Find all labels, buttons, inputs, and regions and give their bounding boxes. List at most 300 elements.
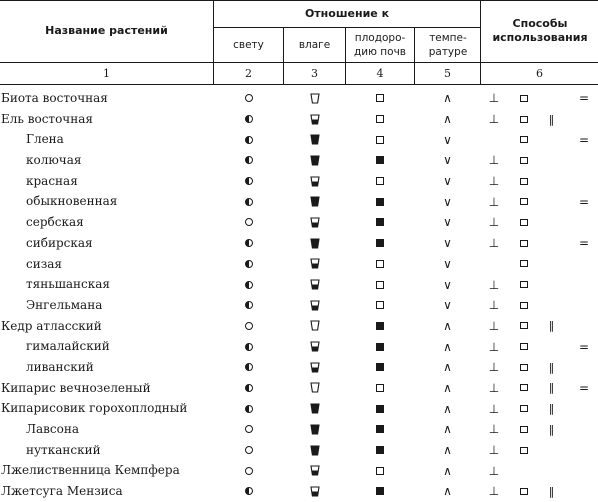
table-row (0, 129, 598, 150)
moisture-cell (284, 109, 345, 130)
small-square-icon (518, 295, 530, 316)
fertility-cell (346, 212, 414, 233)
perpendicular-icon (488, 398, 500, 419)
caret-down-icon: ∨ (443, 215, 452, 230)
glass-icon (310, 424, 320, 435)
glass-icon (310, 217, 320, 228)
moisture-cell (284, 233, 345, 254)
table-row (0, 295, 598, 316)
equals-icon (578, 88, 590, 109)
light-cell (214, 398, 283, 419)
small-square-glyph (520, 281, 528, 288)
filled-square-icon (376, 156, 384, 164)
temperature-cell (415, 398, 480, 419)
square-icon (376, 94, 384, 102)
table-row (0, 254, 598, 275)
small-square-glyph (520, 384, 528, 391)
table-body (0, 88, 598, 502)
plant-name: красная (26, 173, 78, 188)
caret-up-icon: ∧ (443, 443, 452, 458)
temperature-cell (415, 171, 480, 192)
table-row (0, 191, 598, 212)
col-number-2: 2 (245, 67, 252, 80)
glass-icon (310, 300, 320, 311)
glass-icon (310, 114, 320, 125)
half-circle-icon (245, 343, 253, 351)
temperature-cell (415, 419, 480, 440)
perpendicular-icon (488, 191, 500, 212)
caret-up-icon: ∧ (443, 339, 452, 354)
perpendicular-icon (488, 274, 500, 295)
square-icon (376, 467, 384, 475)
double-bar-glyph: ‖ (548, 381, 556, 395)
filled-square-icon (376, 405, 384, 413)
perpendicular-icon (488, 316, 500, 337)
plant-name: сизая (26, 256, 62, 271)
perpendicular-glyph: ⊥ (488, 112, 500, 127)
light-cell (214, 129, 283, 150)
temperature-cell (415, 460, 480, 481)
light-cell (214, 191, 283, 212)
fertility-cell (346, 233, 414, 254)
fertility-cell (346, 150, 414, 171)
perpendicular-glyph: ⊥ (488, 463, 500, 478)
plant-name: Энгельмана (26, 297, 103, 312)
light-cell (214, 481, 283, 502)
header-fertility: плодоро-дию почв (354, 32, 406, 58)
temperature-cell (415, 440, 480, 461)
filled-square-icon (376, 239, 384, 247)
double-bar-icon (546, 357, 558, 378)
table-row (0, 440, 598, 461)
glass-icon (310, 403, 320, 414)
double-bar-icon (546, 109, 558, 130)
half-circle-icon (245, 136, 253, 144)
temperature-cell (415, 357, 480, 378)
light-cell (214, 357, 283, 378)
equals-icon (578, 191, 590, 212)
square-icon (376, 115, 384, 123)
small-square-glyph (520, 488, 528, 495)
small-square-icon (518, 88, 530, 109)
filled-square-icon (376, 343, 384, 351)
small-square-icon (518, 440, 530, 461)
header-moisture: влаге (298, 39, 331, 51)
light-cell (214, 378, 283, 399)
half-circle-icon (245, 363, 253, 371)
small-square-icon (518, 191, 530, 212)
plant-name: Ель восточная (1, 111, 93, 126)
perpendicular-glyph: ⊥ (488, 174, 500, 189)
temperature-cell (415, 295, 480, 316)
plant-name: тяньшанская (26, 277, 110, 292)
square-icon (376, 301, 384, 309)
moisture-cell (284, 129, 345, 150)
perpendicular-glyph: ⊥ (488, 153, 500, 168)
small-square-glyph (520, 240, 528, 247)
perpendicular-glyph: ⊥ (488, 215, 500, 230)
temperature-cell (415, 336, 480, 357)
fertility-cell (346, 481, 414, 502)
glass-icon (310, 134, 320, 145)
half-circle-icon (245, 177, 253, 185)
caret-up-icon: ∧ (443, 380, 452, 395)
table-row (0, 109, 598, 130)
square-icon (376, 260, 384, 268)
caret-up-icon: ∧ (443, 422, 452, 437)
equals-glyph: = (578, 194, 590, 209)
equals-icon (578, 129, 590, 150)
light-cell (214, 88, 283, 109)
temperature-cell (415, 316, 480, 337)
fertility-cell (346, 129, 414, 150)
glass-icon (310, 258, 320, 269)
small-square-glyph (520, 426, 528, 433)
square-icon (376, 177, 384, 185)
plant-name: Кипарис вечнозеленый (1, 380, 151, 395)
small-square-glyph (520, 95, 528, 102)
plant-name: Кипарисовик горохоплодный (1, 401, 188, 416)
equals-glyph: = (578, 91, 590, 106)
temperature-cell (415, 129, 480, 150)
col-number-5: 5 (444, 67, 451, 80)
perpendicular-glyph: ⊥ (488, 194, 500, 209)
header-temperature: темпе-ратуре (428, 32, 468, 58)
equals-icon (578, 336, 590, 357)
moisture-cell (284, 254, 345, 275)
plant-name: гималайский (26, 339, 110, 354)
small-square-icon (518, 233, 530, 254)
perpendicular-icon (488, 419, 500, 440)
glass-icon (310, 362, 320, 373)
small-square-glyph (520, 219, 528, 226)
moisture-cell (284, 419, 345, 440)
moisture-cell (284, 481, 345, 502)
fertility-cell (346, 316, 414, 337)
plant-name: Лавсона (26, 422, 80, 436)
circle-icon (245, 467, 253, 475)
moisture-cell (284, 316, 345, 337)
moisture-cell (284, 150, 345, 171)
moisture-cell (284, 378, 345, 399)
small-square-glyph (520, 136, 528, 143)
perpendicular-glyph: ⊥ (488, 443, 500, 458)
col-number-1: 1 (103, 67, 110, 80)
table-row (0, 336, 598, 357)
perpendicular-icon (488, 150, 500, 171)
table-row (0, 378, 598, 399)
small-square-glyph (520, 157, 528, 164)
half-circle-icon (245, 156, 253, 164)
perpendicular-icon (488, 440, 500, 461)
double-bar-glyph: ‖ (548, 402, 556, 416)
equals-glyph: = (578, 132, 590, 147)
caret-down-icon: ∨ (443, 236, 452, 251)
half-circle-icon (245, 405, 253, 413)
plant-name: колючая (26, 153, 82, 168)
filled-square-icon (376, 446, 384, 454)
perpendicular-icon (488, 212, 500, 233)
caret-up-icon: ∧ (443, 112, 452, 127)
perpendicular-icon (488, 378, 500, 399)
equals-glyph: = (578, 236, 590, 251)
filled-square-icon (376, 218, 384, 226)
small-square-glyph (520, 447, 528, 454)
light-cell (214, 150, 283, 171)
perpendicular-glyph: ⊥ (488, 484, 500, 499)
perpendicular-icon (488, 109, 500, 130)
fertility-cell (346, 460, 414, 481)
filled-square-icon (376, 322, 384, 330)
small-square-icon (518, 378, 530, 399)
table-row (0, 398, 598, 419)
temperature-cell (415, 274, 480, 295)
caret-down-icon: ∨ (443, 174, 452, 189)
double-bar-icon (546, 481, 558, 502)
moisture-cell (284, 357, 345, 378)
plant-name: Лжелиственница Кемпфера (1, 463, 180, 478)
light-cell (214, 419, 283, 440)
double-bar-glyph: ‖ (548, 422, 556, 436)
caret-up-icon: ∧ (443, 401, 452, 416)
filled-square-icon (376, 198, 384, 206)
small-square-icon (518, 254, 530, 275)
table-row (0, 481, 598, 502)
fertility-cell (346, 191, 414, 212)
moisture-cell (284, 171, 345, 192)
perpendicular-icon (488, 171, 500, 192)
perpendicular-icon (488, 336, 500, 357)
table-row (0, 233, 598, 254)
perpendicular-icon (488, 460, 500, 481)
perpendicular-glyph: ⊥ (488, 339, 500, 354)
small-square-icon (518, 481, 530, 502)
circle-icon (245, 446, 253, 454)
plant-name: Биота восточная (1, 91, 108, 105)
fertility-cell (346, 254, 414, 275)
fertility-cell (346, 274, 414, 295)
table-row (0, 171, 598, 192)
small-square-glyph (520, 198, 528, 205)
small-square-icon (518, 419, 530, 440)
header-uses: Способы использования (492, 17, 588, 44)
plant-name: Лжетсуга Мензиса (1, 484, 123, 499)
caret-down-icon: ∨ (443, 298, 452, 313)
table-header (0, 0, 598, 85)
perpendicular-glyph: ⊥ (488, 380, 500, 395)
table-row (0, 88, 598, 109)
half-circle-icon (245, 198, 253, 206)
caret-down-icon: ∨ (443, 194, 452, 209)
double-bar-glyph: ‖ (548, 484, 556, 498)
equals-glyph: = (578, 380, 590, 395)
small-square-icon (518, 274, 530, 295)
small-square-glyph (520, 364, 528, 371)
square-icon (376, 136, 384, 144)
table-row (0, 460, 598, 481)
caret-down-icon: ∨ (443, 153, 452, 168)
number-rule (0, 84, 598, 85)
glass-icon (310, 155, 320, 166)
small-square-icon (518, 398, 530, 419)
light-cell (214, 440, 283, 461)
col-number-4: 4 (376, 67, 384, 80)
small-square-glyph (520, 178, 528, 185)
half-circle-icon (245, 115, 253, 123)
small-square-glyph (520, 302, 528, 309)
table-row (0, 316, 598, 337)
table-row (0, 419, 598, 440)
glass-icon (310, 486, 320, 497)
light-cell (214, 274, 283, 295)
circle-icon (245, 218, 253, 226)
col-number-3: 3 (311, 67, 318, 80)
temperature-cell (415, 481, 480, 502)
equals-icon (578, 378, 590, 399)
plant-name: нутканский (26, 442, 101, 457)
small-square-icon (518, 212, 530, 233)
glass-icon (310, 465, 320, 476)
square-icon (376, 384, 384, 392)
temperature-cell (415, 254, 480, 275)
double-bar-icon (546, 316, 558, 337)
glass-icon (310, 445, 320, 456)
equals-glyph: = (578, 339, 590, 354)
temperature-cell (415, 191, 480, 212)
perpendicular-icon (488, 88, 500, 109)
small-square-glyph (520, 343, 528, 350)
light-cell (214, 254, 283, 275)
half-circle-icon (245, 384, 253, 392)
small-square-icon (518, 109, 530, 130)
small-square-glyph (520, 260, 528, 267)
perpendicular-glyph: ⊥ (488, 360, 500, 375)
perpendicular-glyph: ⊥ (488, 277, 500, 292)
half-circle-icon (245, 301, 253, 309)
light-cell (214, 212, 283, 233)
small-square-icon (518, 336, 530, 357)
double-bar-glyph: ‖ (548, 319, 556, 333)
light-cell (214, 316, 283, 337)
light-cell (214, 336, 283, 357)
fertility-cell (346, 378, 414, 399)
moisture-cell (284, 398, 345, 419)
glass-icon (310, 382, 320, 393)
caret-up-icon: ∧ (443, 484, 452, 499)
small-square-icon (518, 150, 530, 171)
glass-icon (310, 279, 320, 290)
caret-up-icon: ∧ (443, 318, 452, 333)
plant-name: Кедр атласский (1, 318, 102, 333)
fertility-cell (346, 336, 414, 357)
perpendicular-icon (488, 233, 500, 254)
half-circle-icon (245, 487, 253, 495)
temperature-cell (415, 212, 480, 233)
perpendicular-glyph: ⊥ (488, 236, 500, 251)
filled-square-icon (376, 487, 384, 495)
perpendicular-icon (488, 357, 500, 378)
table-row (0, 274, 598, 295)
glass-icon (310, 93, 320, 104)
plant-name: Глена (26, 132, 64, 147)
header-light: свету (233, 39, 264, 51)
perpendicular-icon (488, 481, 500, 502)
glass-icon (310, 320, 320, 331)
table-row (0, 212, 598, 233)
fertility-cell (346, 88, 414, 109)
temperature-cell (415, 88, 480, 109)
plant-name: обыкновенная (26, 194, 118, 209)
double-bar-icon (546, 398, 558, 419)
plant-name: сибирская (26, 235, 93, 250)
temperature-cell (415, 233, 480, 254)
caret-up-icon: ∧ (443, 91, 452, 106)
glass-icon (310, 196, 320, 207)
moisture-cell (284, 191, 345, 212)
light-cell (214, 295, 283, 316)
small-square-glyph (520, 322, 528, 329)
caret-up-icon: ∧ (443, 360, 452, 375)
caret-down-icon: ∨ (443, 256, 452, 271)
glass-icon (310, 176, 320, 187)
table-row (0, 150, 598, 171)
moisture-cell (284, 295, 345, 316)
glass-icon (310, 238, 320, 249)
filled-square-icon (376, 363, 384, 371)
double-bar-icon (546, 378, 558, 399)
perpendicular-glyph: ⊥ (488, 298, 500, 313)
small-square-icon (518, 129, 530, 150)
fertility-cell (346, 419, 414, 440)
glass-icon (310, 341, 320, 352)
caret-up-icon: ∧ (443, 463, 452, 478)
temperature-cell (415, 150, 480, 171)
header-name: Название растений (45, 24, 168, 37)
light-cell (214, 171, 283, 192)
light-cell (214, 109, 283, 130)
plant-name: сербская (26, 215, 84, 230)
moisture-cell (284, 440, 345, 461)
double-bar-glyph: ‖ (548, 112, 556, 126)
perpendicular-glyph: ⊥ (488, 318, 500, 333)
small-square-icon (518, 171, 530, 192)
caret-down-icon: ∨ (443, 277, 452, 292)
fertility-cell (346, 398, 414, 419)
header-relation: Отношение к (304, 6, 390, 20)
fertility-cell (346, 440, 414, 461)
perpendicular-glyph: ⊥ (488, 91, 500, 106)
square-icon (376, 281, 384, 289)
half-circle-icon (245, 239, 253, 247)
perpendicular-glyph: ⊥ (488, 422, 500, 437)
half-circle-icon (245, 281, 253, 289)
col-number-6: 6 (536, 67, 543, 80)
temperature-cell (415, 378, 480, 399)
plant-name: ливанский (26, 359, 94, 374)
small-square-glyph (520, 116, 528, 123)
filled-square-icon (376, 425, 384, 433)
fertility-cell (346, 109, 414, 130)
moisture-cell (284, 336, 345, 357)
light-cell (214, 233, 283, 254)
small-square-glyph (520, 405, 528, 412)
small-square-icon (518, 316, 530, 337)
temperature-cell (415, 109, 480, 130)
circle-icon (245, 425, 253, 433)
moisture-cell (284, 212, 345, 233)
double-bar-icon (546, 419, 558, 440)
fertility-cell (346, 295, 414, 316)
